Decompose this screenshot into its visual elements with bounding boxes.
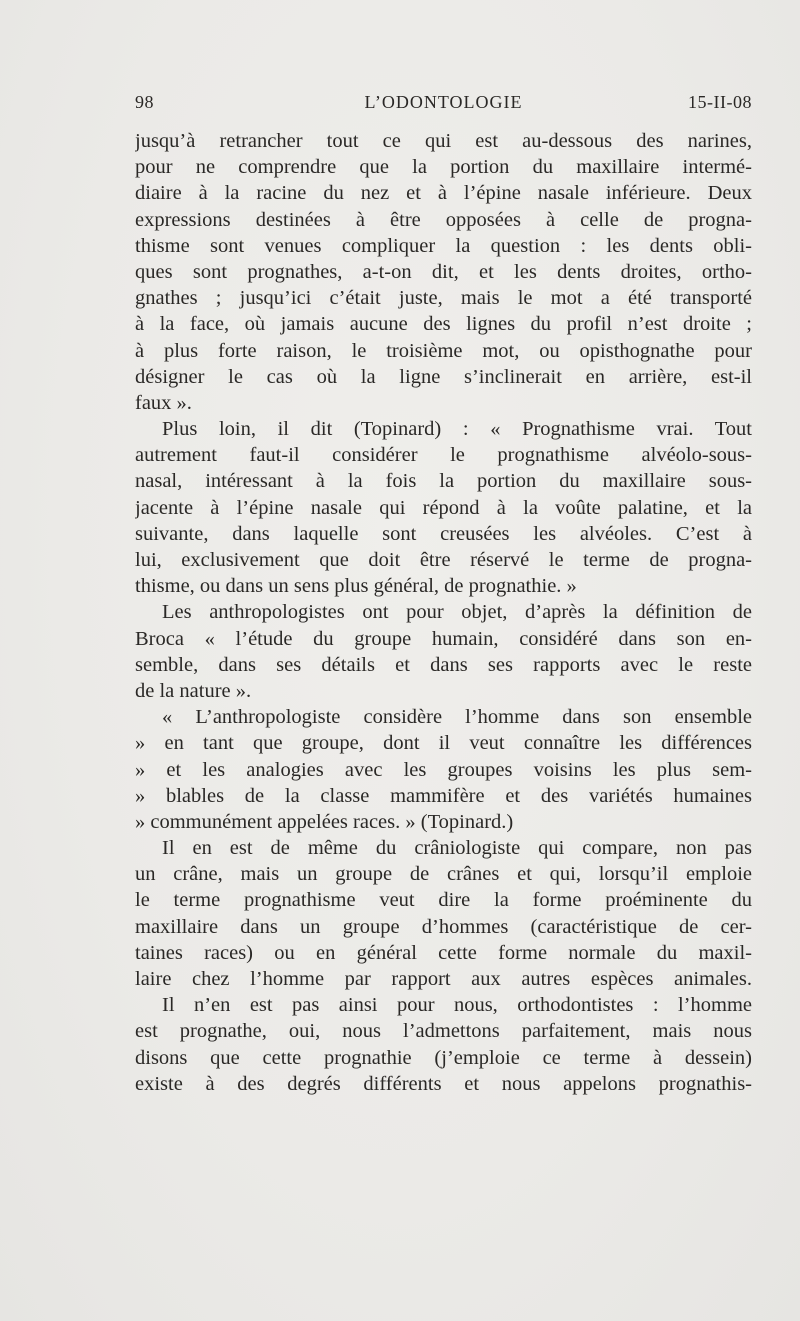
text-line: » blables de la classe mammifère et des variétés humaines (135, 784, 752, 807)
page-number: 98 (135, 92, 154, 112)
text-line: pour ne comprendre que la portion du maxillaire intermé- (135, 156, 752, 179)
text-line: thisme sont venues compliquer la question : les dents obli- (135, 234, 752, 257)
text-line: jacente à l’épine nasale qui répond à la voûte palatine, et la (135, 496, 752, 519)
text-line: taines races) ou en général cette forme normale du maxil- (135, 941, 752, 964)
text-line: à la face, où jamais aucune des lignes du profil n’est droite ; (135, 313, 752, 336)
text-line: faux ». (135, 391, 192, 414)
text-line: » communément appelées races. » (Topinard.) (135, 810, 514, 833)
running-header (135, 92, 752, 120)
text-line: Broca « l’étude du groupe humain, considéré dans son en- (135, 627, 752, 650)
text-line: disons que cette prognathie (j’emploie ce terme à dessein) (135, 1046, 752, 1069)
body-text (135, 128, 752, 1097)
text-line: nasal, intéressant à la fois la portion du maxillaire sous- (135, 470, 752, 493)
text-line: » et les analogies avec les groupes voisins les plus sem- (135, 758, 752, 781)
text-line: un crâne, mais un groupe de crânes et qui, lorsqu’il emploie (135, 863, 752, 886)
text-line: désigner le cas où la ligne s’inclinerait en arrière, est-il (135, 365, 752, 388)
text-line: Les anthropologistes ont pour objet, d’après la définition de (162, 601, 752, 624)
text-line: est prognathe, oui, nous l’admettons parfaitement, mais nous (135, 1020, 752, 1043)
text-line: « L’anthropologiste considère l’homme dans son ensemble (162, 706, 752, 729)
issue-date: 15-II-08 (688, 92, 752, 112)
text-line: » en tant que groupe, dont il veut connaître les différences (135, 732, 752, 755)
text-line: autrement faut-il considérer le prognathisme alvéolo-sous- (135, 444, 752, 467)
text-line: de la nature ». (135, 679, 252, 702)
text-line: thisme, ou dans un sens plus général, de prognathie. » (135, 575, 577, 598)
text-line: laire chez l’homme par rapport aux autres espèces animales. (135, 968, 752, 990)
text-line: jusqu’à retrancher tout ce qui est au-dessous des narines, (135, 130, 752, 152)
journal-title: L’ODONTOLOGIE (364, 92, 523, 112)
text-line: semble, dans ses détails et dans ses rapports avec le reste (135, 653, 752, 676)
text-line: ques sont prognathes, a-t-on dit, et les dents droites, ortho- (135, 260, 752, 283)
text-line: le terme prognathisme veut dire la forme proéminente du (135, 889, 752, 912)
text-line: lui, exclusivement que doit être réservé le terme de progna- (135, 549, 752, 571)
text-line: Il en est de même du crâniologiste qui compare, non pas (162, 837, 752, 860)
text-line: à plus forte raison, le troisième mot, ou opisthognathe pour (135, 339, 752, 362)
text-line: Il n’en est pas ainsi pour nous, orthodontistes : l’homme (162, 994, 752, 1017)
text-line: Plus loin, il dit (Topinard) : « Prognathisme vrai. Tout (162, 418, 752, 441)
text-line: maxillaire dans un groupe d’hommes (caractéristique de cer- (135, 915, 752, 938)
text-line: existe à des degrés différents et nous appelons prognathis- (135, 1072, 752, 1095)
text-line: diaire à la racine du nez et à l’épine nasale inférieure. Deux (135, 182, 752, 205)
text-line: suivante, dans laquelle sont creusées les alvéoles. C’est à (135, 522, 752, 545)
text-line: gnathes ; jusqu’ici c’était juste, mais le mot a été transporté (135, 287, 752, 310)
text-line: expressions destinées à être opposées à celle de progna- (135, 208, 752, 231)
